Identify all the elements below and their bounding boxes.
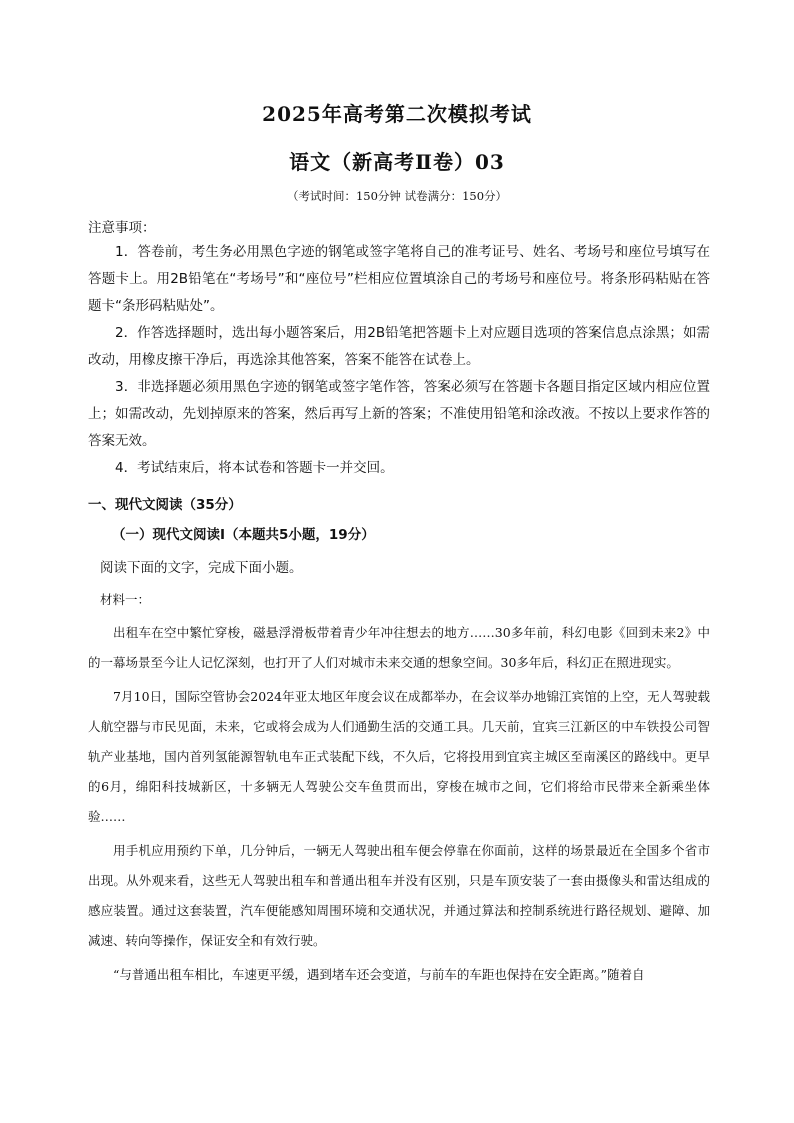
notice-item: 4．考试结束后，将本试卷和答题卡一并交回。 <box>115 460 394 476</box>
notice-item: 1．答卷前，考生务必用黑色字迹的钢笔或签字笔将自己的准考证号、姓名、考场号和座位号填写在答题卡上。用2B铅笔在“考场号”和“座位号”栏相应位置填涂自己的考场号和座位号。将条形码粘贴在答题卡“条形码粘贴处”。 <box>88 244 710 314</box>
notice-heading: 注意事项： <box>88 220 156 236</box>
notice-list <box>88 239 710 482</box>
exam-title: 2025年高考第二次模拟考试 <box>262 102 532 126</box>
passage-paragraph: 7月10日，国际空管协会2024年亚太地区年度会议在成都举办，在会议举办地锦江宾馆的上空，无人驾驶载人航空器与市民见面，未来，它或将会成为人们通勤生活的交通工具。几天前，宜宾三江新区的中车铁投公司智轨产业基地，国内首列氢能源智轨电车正式装配下线，不久后，它将投用到宜宾主城区至南溪区的路线中。更早的6月，绵阳科技城新区，十多辆无人驾驶公交车鱼贯而出，穿梭在城市之间，它们将给市民带来全新乘坐体验…… <box>88 689 710 824</box>
section-heading: 一、现代文阅读（35分） <box>88 497 242 513</box>
passage-paragraph: 出租车在空中繁忙穿梭，磁悬浮滑板带着青少年冲往想去的地方……30多年前，科幻电影《回到未来2》中的一幕场景至今让人记忆深刻，也打开了人们对城市未来交通的想象空间。30多年后，科幻正在照进现实。 <box>88 625 710 670</box>
reading-passage <box>88 618 710 994</box>
notice-item: 3．非选择题必须用黑色字迹的钢笔或签字笔作答，答案必须写在答题卡各题目指定区域内相应位置上；如需改动，先划掉原来的答案，然后再写上新的答案；不准使用铅笔和涂改液。不按以上要求作答的答案无效。 <box>88 379 710 449</box>
subsection-heading: （一）现代文阅读Ⅰ（本题共5小题，19分） <box>112 527 375 543</box>
exam-subtitle: 语文（新高考Ⅱ卷）03 <box>289 150 505 174</box>
exam-info: （考试时间：150分钟 试卷满分：150分） <box>286 189 508 203</box>
passage-paragraph: “与普通出租车相比，车速更平缓，遇到堵车还会变道，与前车的车距也保持在安全距离。”随着自 <box>113 967 645 982</box>
material-label: 材料一： <box>100 592 151 607</box>
reading-instruction: 阅读下面的文字，完成下面小题。 <box>100 560 303 576</box>
notice-item: 2．作答选择题时，选出每小题答案后，用2B铅笔把答题卡上对应题目选项的答案信息点涂黑；如需改动，用橡皮擦干净后，再选涂其他答案，答案不能答在试卷上。 <box>88 325 710 368</box>
passage-paragraph: 用手机应用预约下单，几分钟后，一辆无人驾驶出租车便会停靠在你面前，这样的场景最近在全国多个省市出现。从外观来看，这些无人驾驶出租车和普通出租车并没有区别，只是车顶安装了一套由摄像头和雷达组成的感应装置。通过这套装置，汽车便能感知周围环境和交通状况，并通过算法和控制系统进行路径规划、避障、加减速、转向等操作，保证安全和有效行驶。 <box>88 843 710 948</box>
